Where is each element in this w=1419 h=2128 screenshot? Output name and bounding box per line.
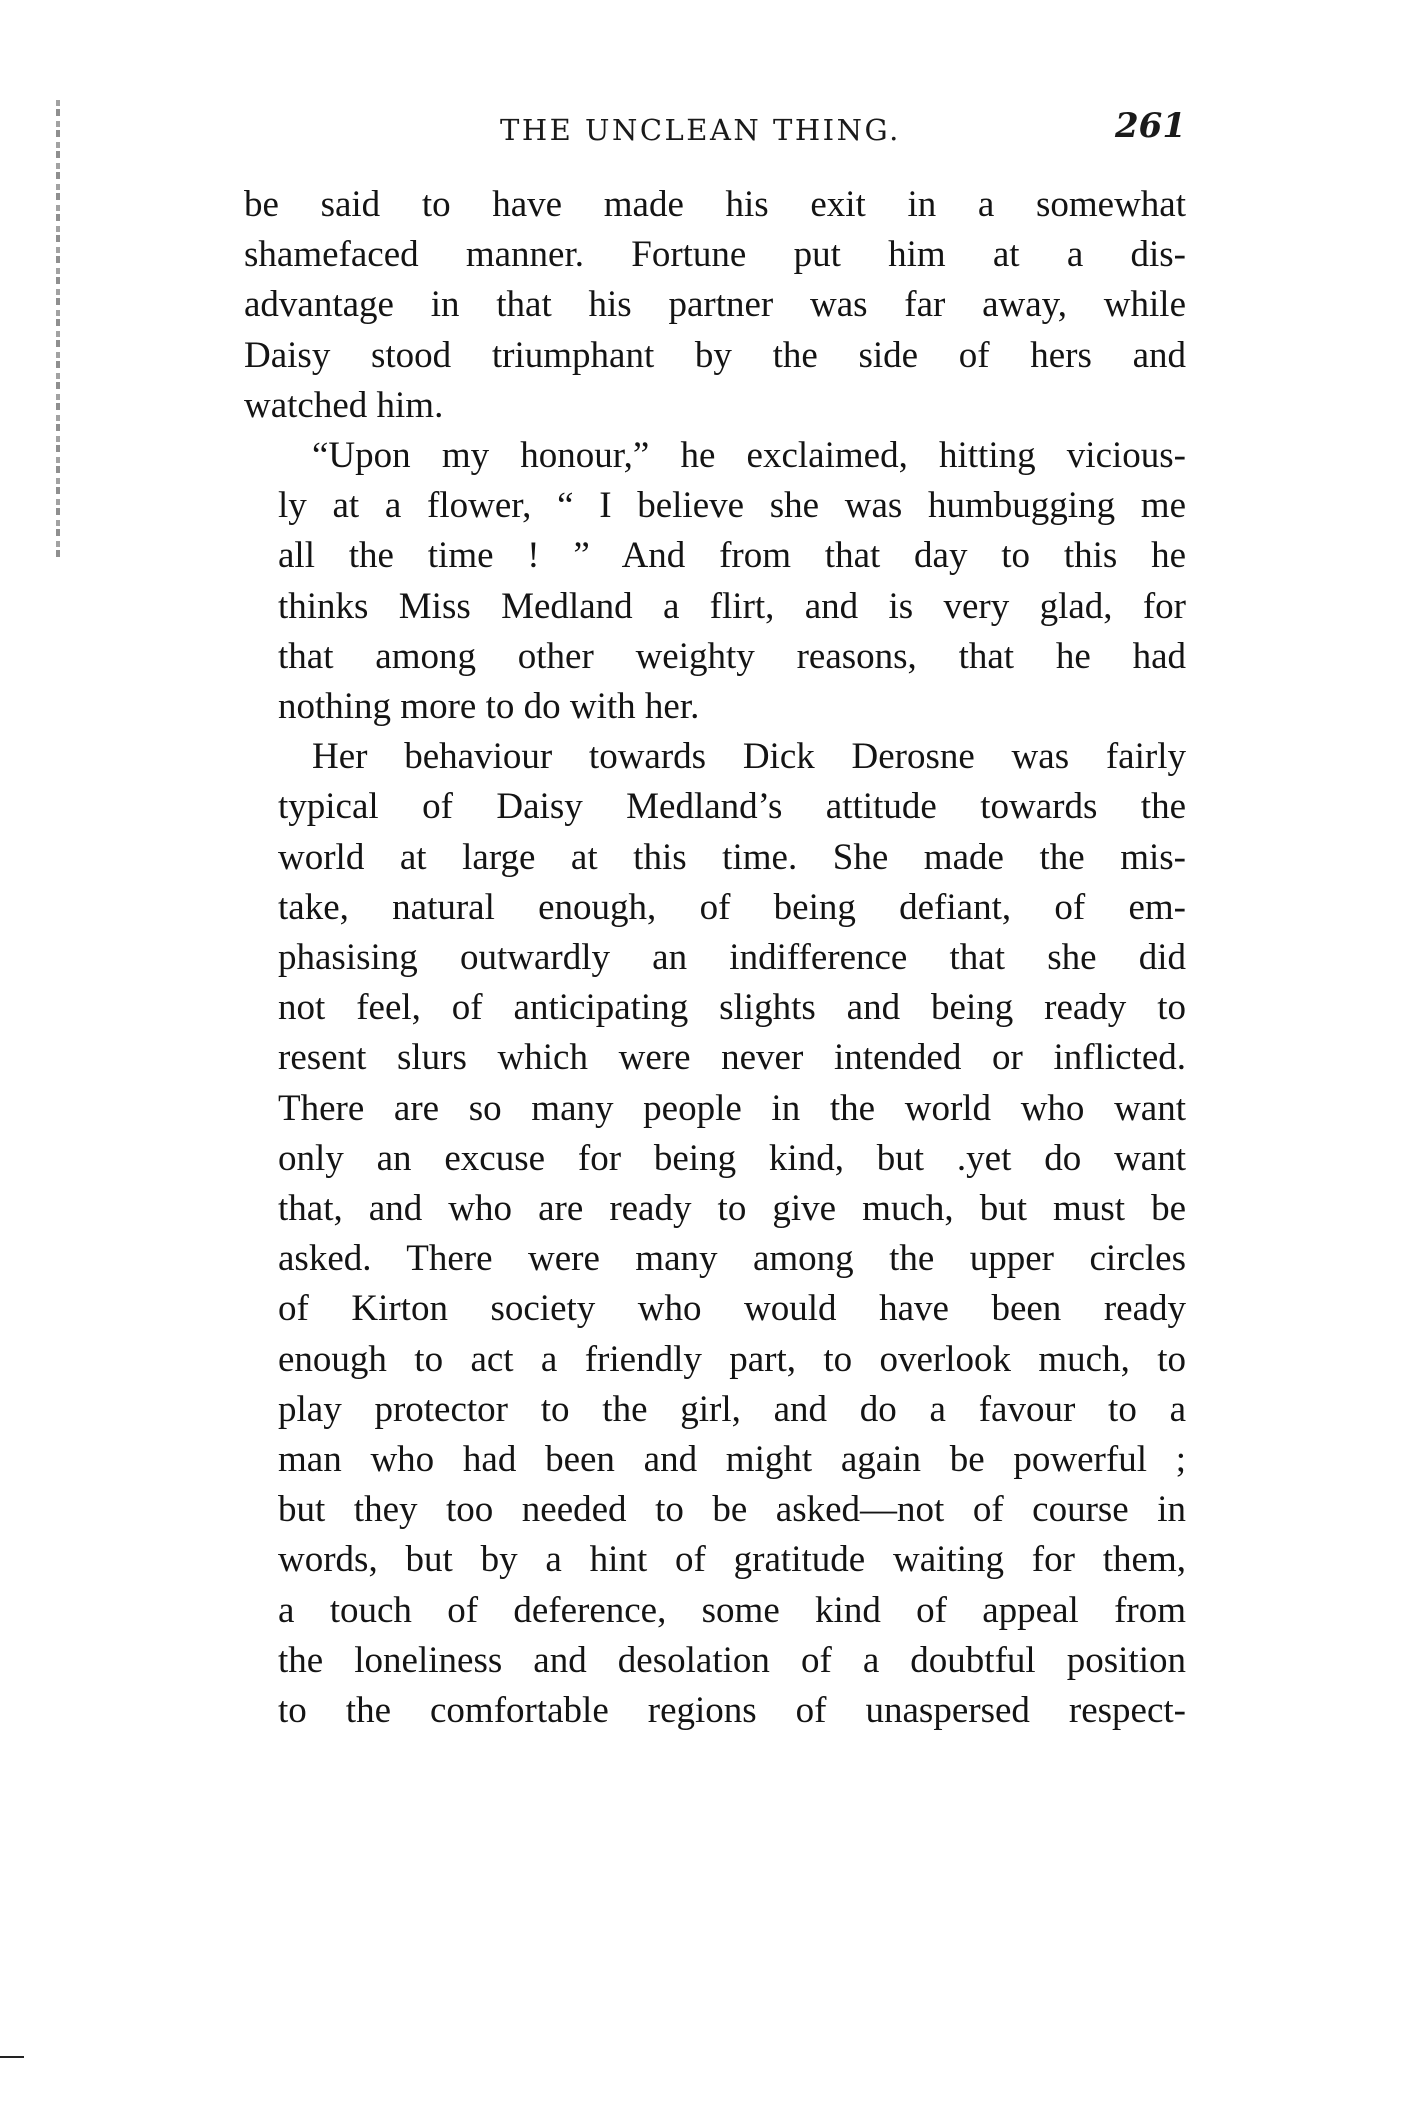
corner-scan-mark	[0, 2056, 24, 2058]
text-line: typical of Daisy Medland’s attitude towards the	[278, 786, 1186, 828]
paragraph-3	[244, 732, 1186, 1736]
text-line: only an excuse for being kind, but .yet do want	[278, 1137, 1186, 1179]
text-line: world at large at this time. She made the mis-	[278, 836, 1186, 878]
text-line: shamefaced manner. Fortune put him at a dis-	[244, 234, 1186, 276]
text-line: man who had been and might again be powerful ;	[278, 1439, 1186, 1481]
text-line: resent slurs which were never intended or inflicted.	[278, 1037, 1186, 1079]
text-line: take, natural enough, of being defiant, of em-	[278, 886, 1186, 928]
running-header	[244, 106, 1186, 154]
binding-edge-mark	[56, 100, 60, 560]
text-line: all the time ! ” And from that day to this he	[278, 535, 1186, 577]
text-line: not feel, of anticipating slights and being ready to	[278, 987, 1186, 1029]
text-line: words, but by a hint of gratitude waiting for them,	[278, 1539, 1186, 1581]
text-line: that, and who are ready to give much, but must be	[278, 1188, 1186, 1230]
text-line: thinks Miss Medland a flirt, and is very glad, for	[278, 585, 1186, 627]
body-text	[244, 180, 1186, 1736]
text-line: “Upon my honour,” he exclaimed, hitting vicious-	[312, 435, 1186, 477]
text-line: advantage in that his partner was far away, while	[244, 284, 1186, 326]
text-line: of Kirton society who would have been ready	[278, 1288, 1186, 1330]
text-line: ly at a flower, “ I believe she was humbugging me	[278, 485, 1186, 527]
text-line: but they too needed to be asked—not of course in	[278, 1489, 1186, 1531]
text-line: nothing more to do with her.	[278, 686, 700, 728]
text-line: be said to have made his exit in a somewhat	[244, 184, 1186, 225]
text-line: asked. There were many among the upper circles	[278, 1238, 1186, 1280]
text-line: Daisy stood triumphant by the side of hers and	[244, 334, 1186, 376]
text-line: a touch of deference, some kind of appeal from	[278, 1589, 1186, 1631]
text-line: phasising outwardly an indifference that she did	[278, 937, 1186, 979]
text-line: enough to act a friendly part, to overlook much, to	[278, 1338, 1186, 1380]
running-title: THE UNCLEAN THING.	[500, 113, 901, 147]
text-line: to the comfortable regions of unaspersed respect-	[278, 1690, 1186, 1732]
text-line: watched him.	[244, 384, 444, 426]
page-number: 261	[1115, 106, 1186, 146]
text-line: There are so many people in the world who want	[278, 1087, 1186, 1129]
text-line: the loneliness and desolation of a doubtful position	[278, 1639, 1186, 1681]
paragraph-2	[244, 431, 1186, 732]
text-line: play protector to the girl, and do a favour to a	[278, 1388, 1186, 1430]
text-line: Her behaviour towards Dick Derosne was fairly	[312, 736, 1186, 778]
paragraph-1	[244, 180, 1186, 431]
text-line: that among other weighty reasons, that he had	[278, 635, 1186, 677]
